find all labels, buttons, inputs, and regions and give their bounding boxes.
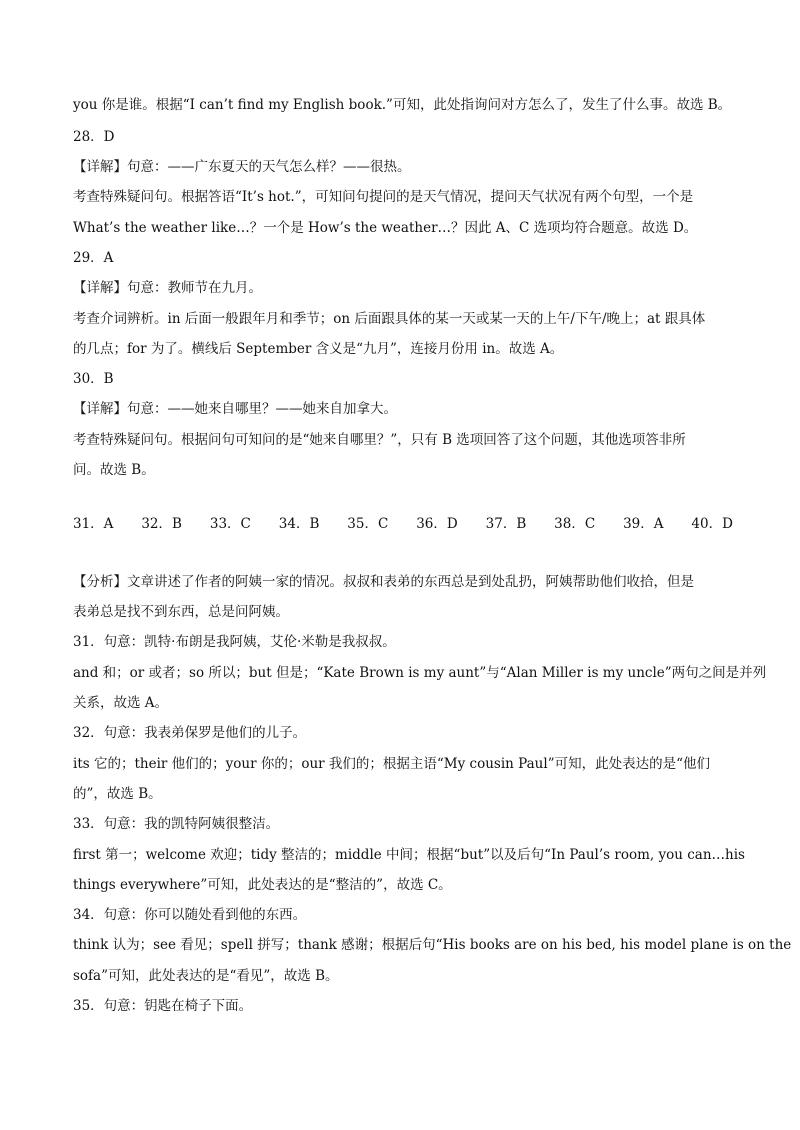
answer-36: 36．D bbox=[416, 516, 458, 532]
text-line: 考查特殊疑问句。根据问句可知问的是“她来自哪里？”，只有 B 选项回答了这个问题，其他选项答非所 bbox=[73, 432, 686, 448]
question-number-28: 28．D bbox=[73, 129, 115, 145]
answer-34: 34．B bbox=[278, 516, 320, 532]
question-number-30: 30．B bbox=[73, 371, 114, 387]
text-line: things everywhere”可知，此处表达的是“整洁的”，故选 C。 bbox=[73, 877, 452, 893]
text-line: its 它的；their 他们的；your 你的；our 我们的；根据主语“My cousin Paul”可知，此处表达的是“他们 bbox=[73, 756, 710, 772]
text-line: 31．句意：凯特·布朗是我阿姨，艾伦·米勒是我叔叔。 bbox=[73, 634, 396, 650]
text-line: 32．句意：我表弟保罗是他们的儿子。 bbox=[73, 725, 307, 741]
text-line: first 第一；welcome 欢迎；tidy 整洁的；middle 中间；根据“but”以及后句“In Paul’s room, you can…his bbox=[73, 847, 745, 863]
text-line: 【详解】句意：——她来自哪里？——她来自加拿大。 bbox=[73, 401, 397, 417]
answer-40: 40．D bbox=[691, 516, 733, 532]
text-line: sofa”可知，此处表达的是“看见”，故选 B。 bbox=[73, 968, 339, 984]
text-line: 33．句意：我的凯特阿姨很整洁。 bbox=[73, 816, 280, 832]
answer-38: 38．C bbox=[554, 516, 596, 532]
text-line: 关系，故选 A。 bbox=[73, 695, 169, 711]
answer-31: 31．A bbox=[73, 516, 114, 532]
text-line: 【分析】文章讲述了作者的阿姨一家的情况。叔叔和表弟的东西总是到处乱扔，阿姨帮助他们收拾，但是 bbox=[73, 574, 694, 590]
text-line: 表弟总是找不到东西，总是问阿姨。 bbox=[73, 604, 289, 620]
answer-33: 33．C bbox=[209, 516, 251, 532]
text-line: 问。故选 B。 bbox=[73, 462, 155, 478]
answer-35: 35．C bbox=[347, 516, 389, 532]
text-line: 【详解】句意：——广东夏天的天气怎么样？——很热。 bbox=[73, 159, 411, 175]
text-line: 34．句意：你可以随处看到他的东西。 bbox=[73, 907, 307, 923]
text-line: 【详解】句意：教师节在九月。 bbox=[73, 280, 262, 296]
text-line: 考查介词辨析。in 后面一般跟年月和季节；on 后面跟具体的某一天或某一天的上午/下午/晚上；at 跟具体 bbox=[73, 311, 706, 327]
text-line: 的几点；for 为了。横线后 September 含义是“九月”，连接月份用 in。故选 A。 bbox=[73, 341, 564, 357]
text-line: 考查特殊疑问句。根据答语“It’s hot.”，可知问句提问的是天气情况，提问天气状况有两个句型，一个是 bbox=[73, 189, 694, 205]
question-number-29: 29．A bbox=[73, 250, 114, 266]
text-line: What’s the weather like…？一个是 How’s the weather…？因此 A、C 选项均符合题意。故选 D。 bbox=[73, 220, 698, 236]
answer-key-row bbox=[73, 515, 733, 533]
text-line: think 认为；see 看见；spell 拼写；thank 感谢；根据后句“His books are on his bed, his model plane is on the bbox=[73, 937, 792, 953]
text-line: 35．句意：钥匙在椅子下面。 bbox=[73, 998, 253, 1014]
text-line: 的”，故选 B。 bbox=[73, 786, 162, 802]
answer-32: 32．B bbox=[141, 516, 182, 532]
answer-37: 37．B bbox=[485, 516, 527, 532]
text-line: and 和；or 或者；so 所以；but 但是；“Kate Brown is my aunt”与“Alan Miller is my uncle”两句之间是并列 bbox=[73, 665, 767, 681]
answer-39: 39．A bbox=[623, 516, 664, 532]
text-line: you 你是谁。根据“I can’t find my English book.”可知，此处指询问对方怎么了，发生了什么事。故选 B。 bbox=[73, 97, 732, 113]
